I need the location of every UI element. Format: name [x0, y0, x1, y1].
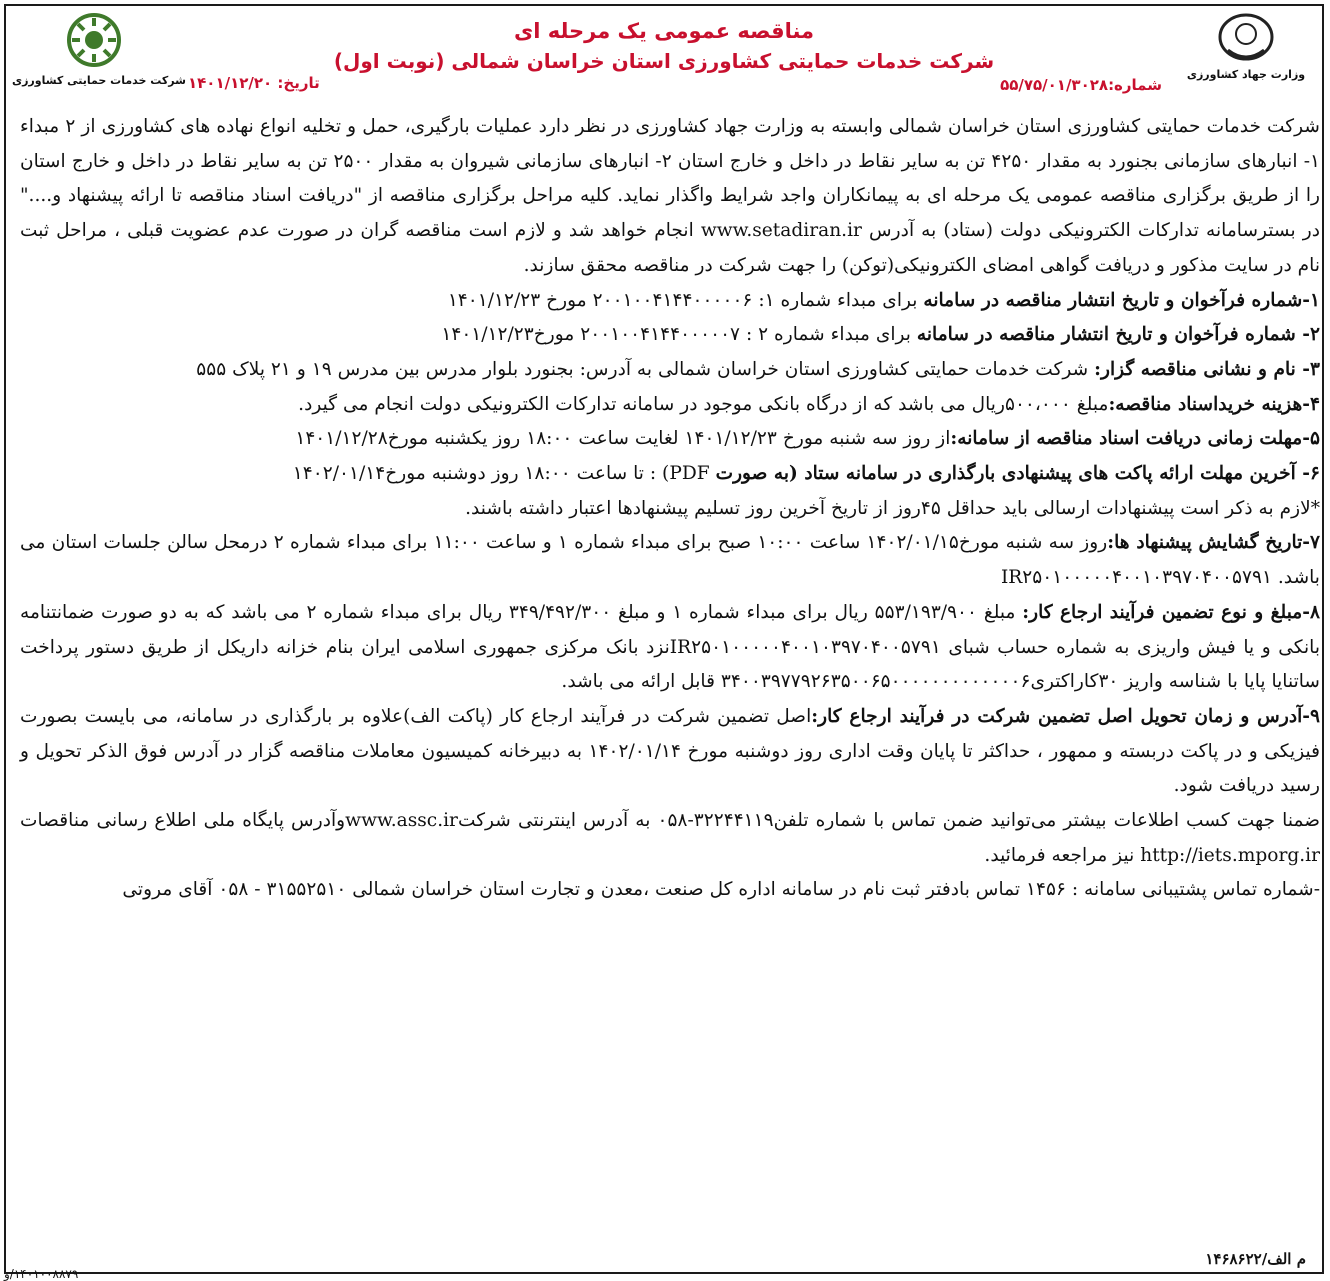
support-contact: -شماره تماس پشتیبانی سامانه : ۱۴۵۶ تماس بادفتر ثبت نام در سامانه اداره کل صنعت ،معدن و تجارت استان خراسان شمالی ۳۱۵۵۲۵۱۰ - ۰۵۸ آقای مروتی — [20, 873, 1320, 908]
publication-code: م الف/۱۴۶۸۶۲۲ — [1205, 1250, 1306, 1268]
item-2 — [20, 318, 1320, 353]
item-1-heading: ۱-شماره فرآخوان و تاریخ انتشار مناقصه در سامانه — [923, 290, 1320, 311]
tender-title: مناقصه عمومی یک مرحله ای — [306, 16, 1022, 46]
item-7-text: روز سه شنبه مورخ۱۴۰۲/۰۱/۱۵ ساعت ۱۰:۰۰ صبح برای مبداء شماره ۱ و ساعت ۱۱:۰۰ برای مبداء شماره ۲ درمحل سالن جلسات استان می باشد. IR۲۵۰۱۰۰۰۰۰۴۰۰۱۰۳۹۷۰۴۰۰۵۷۹۱ — [20, 532, 1320, 588]
item-2-text: برای مبداء شماره ۲ : ۲۰۰۱۰۰۴۱۴۴۰۰۰۰۰۷ مورخ۱۴۰۱/۱۲/۲۳ — [441, 324, 917, 345]
letter-date: تاریخ: ۱۴۰۱/۱۲/۲۰ — [188, 74, 320, 92]
item-7 — [20, 526, 1320, 595]
item-3-heading: ۳- نام و نشانی مناقصه گزار: — [1094, 359, 1320, 380]
title-block — [306, 16, 1022, 76]
item-3-text: شرکت خدمات حمایتی کشاورزی استان خراسان شمالی به آدرس: بجنورد بلوار مدرس بین مدرس ۱۹ و ۲۱ پلاک ۵۵۵ — [196, 359, 1094, 380]
item-8-text: مبلغ ۵۵۳/۱۹۳/۹۰۰ ریال برای مبداء شماره ۱ و مبلغ ۳۴۹/۴۹۲/۳۰۰ ریال برای مبداء شماره ۲ می باشد که به دو صورت ضمانتنامه بانکی و یا فیش واریزی به شماره حساب شبای IR۲۵۰۱۰۰۰۰۰۴۰۰۱۰۳۹۷۰۴۰۰۵۷۹۱نزد بانک مرکزی جمهوری اسلامی ایران بنام خزانه داریکل از طریق دستور پرداخت ساتنایا پایا با شناسه واریز ۳۰کاراکتری۳۴۰۰۳۹۷۷۹۲۶۳۵۰۰۶۵۰۰۰۰۰۰۰۰۰۰۰۰۰۶ قابل ارائه می باشد. — [20, 602, 1320, 692]
header — [6, 6, 1322, 104]
ministry-emblem-icon — [1214, 12, 1278, 62]
item-4-text: مبلغ ۵۰۰،۰۰۰ریال می باشد که از درگاه بانکی موجود در سامانه تدارکات الکترونیکی دولت انجام می گیرد. — [298, 394, 1108, 415]
item-9-heading: ۹-آدرس و زمان تحویل اصل تضمین شرکت در فرآیند ارجاع کار: — [811, 706, 1320, 727]
item-7-heading: ۷-تاریخ گشایش پیشنهاد ها: — [1107, 532, 1320, 553]
item-5-text: از روز سه شنبه مورخ ۱۴۰۱/۱۲/۲۳ لغایت ساعت ۱۸:۰۰ روز یکشنبه مورخ۱۴۰۱/۱۲/۲۸ — [295, 428, 950, 449]
company-caption: شرکت خدمات حمایتی کشاورزی — [12, 74, 176, 87]
item-4-heading: ۴-هزینه خریداسناد مناقصه: — [1108, 394, 1320, 415]
ministry-caption: وزارت جهاد کشاورزی — [1186, 68, 1306, 81]
item-9-text: اصل تضمین شرکت در فرآیند ارجاع کار (پاکت الف)علاوه بر بارگذاری در سامانه، می بایست بصورت فیزیکی و در پاکت دربسته و ممهور ، حداکثر تا پایان وقت اداری روز دوشنبه مورخ ۱۴۰۲/۰۱/۱۴ به دبیرخانه کمیسیون معاملات مناقصه گزار در آدرس فوق الذکر تحویل و رسید دریافت شود. — [20, 706, 1320, 796]
item-5 — [20, 422, 1320, 457]
item-6-heading: ۶- آخرین مهلت ارائه پاکت های پیشنهادی بارگذاری در سامانه ستاد (به صورت — [716, 463, 1320, 484]
contact-info: ضمنا جهت کسب اطلاعات بیشتر می‌توانید ضمن تماس با شماره تلفن۳۲۲۴۴۱۱۹-۰۵۸ به آدرس اینترنتی شرکتwww.assc.irوآدرس پایگاه ملی اطلاع رسانی مناقصات http://iets.mporg.ir نیز مراجعه فرمائید. — [20, 804, 1320, 873]
ministry-logo — [1186, 12, 1306, 81]
item-4 — [20, 388, 1320, 423]
intro-paragraph: شرکت خدمات حمایتی کشاورزی استان خراسان شمالی وابسته به وزارت جهاد کشاورزی در نظر دارد عملیات بارگیری، حمل و تخلیه انواع نهاده های کشاورزی از ۲ مبداء ۱- انبارهای سازمانی بجنورد به مقدار ۴۲۵۰ تن به سایر نقاط در داخل و خارج استان ۲- انبارهای سازمانی شیروان به مقدار ۲۵۰۰ تن به سایر نقاط در داخل و خارج استان را از طریق برگزاری مناقصه عمومی یک مرحله ای به پیمانکاران واجد شرایط واگذار نماید. کلیه مراحل برگزاری مناقصه از "دریافت اسناد مناقصه تا ارائه پیشنهاد و...." در بسترسامانه تدارکات الکترونیکی دولت (ستاد) به آدرس www.setadiran.ir انجام خواهد شد و لازم است مناقصه گران در صورت عدم عضویت قبلی ، مراحل ثبت نام در سایت مذکور و دریافت گواهی امضای الکترونیکی(توکن) را جهت شرکت در مناقصه محقق سازند. — [20, 110, 1320, 284]
item-8-heading: ۸-مبلغ و نوع تضمین فرآیند ارجاع کار: — [1022, 602, 1320, 623]
advertisement-frame — [4, 4, 1324, 1274]
item-9 — [20, 700, 1320, 804]
company-emblem-icon — [66, 12, 122, 68]
item-2-heading: ۲- شماره فرآخوان و تاریخ انتشار مناقصه در سامانه — [917, 324, 1320, 345]
item-6-text: PDF) : تا ساعت ۱۸:۰۰ روز دوشنبه مورخ۱۴۰۲/۰۱/۱۴ — [293, 463, 716, 484]
item-6 — [20, 457, 1320, 492]
item-5-heading: ۵-مهلت زمانی دریافت اسناد مناقصه از سامانه: — [950, 428, 1320, 449]
company-title: شرکت خدمات حمایتی کشاورزی استان خراسان شمالی (نوبت اول) — [306, 46, 1022, 76]
letter-number: شماره:۵۵/۷۵/۰۱/۳۰۲۸ — [1000, 76, 1162, 94]
validity-note: *لازم به ذکر است پیشنهادات ارسالی باید حداقل ۴۵روز از تاریخ آخرین روز تسلیم پیشنهادها اعتبار داشته باشند. — [20, 492, 1320, 527]
reference-code: ۱۴۰۱۰۰۸۸۷۹/و — [4, 1267, 78, 1281]
item-3 — [20, 353, 1320, 388]
item-8 — [20, 596, 1320, 700]
item-1-text: برای مبداء شماره ۱: ۲۰۰۱۰۰۴۱۴۴۰۰۰۰۰۶ مورخ ۱۴۰۱/۱۲/۲۳ — [448, 290, 924, 311]
company-logo — [12, 12, 176, 87]
item-1 — [20, 284, 1320, 319]
body-content — [20, 110, 1320, 908]
